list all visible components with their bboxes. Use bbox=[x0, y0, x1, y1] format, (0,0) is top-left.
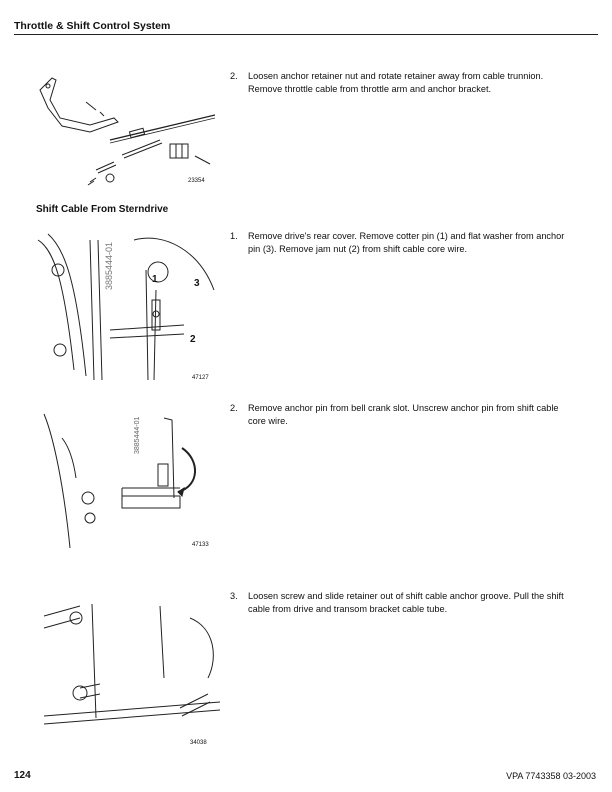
step-text: Loosen screw and slide retainer out of shift cable anchor groove. Pull the shift cable from drive and transom bracket cable tube. bbox=[248, 591, 564, 615]
instruction-step bbox=[230, 230, 570, 257]
header-title: Throttle & Shift Control System bbox=[14, 20, 171, 32]
section-heading: Shift Cable From Sterndrive bbox=[36, 204, 169, 215]
step-number: 1. bbox=[230, 231, 238, 241]
figure-anchor-pin-removal bbox=[40, 408, 210, 548]
part-number-label: 3885444-01 bbox=[134, 416, 141, 454]
instruction-step bbox=[230, 590, 570, 617]
document-reference: VPA 7743358 03-2003 bbox=[506, 771, 596, 781]
figure-throttle-cable-exploded bbox=[30, 70, 215, 195]
step-number: 3. bbox=[230, 591, 238, 601]
figure-shift-cable-cotter-pin bbox=[34, 230, 218, 390]
callout-2: 2 bbox=[190, 334, 196, 345]
figure-number: 47133 bbox=[192, 542, 209, 548]
figure-number: 34038 bbox=[190, 740, 207, 746]
part-number-label: 3885444-01 bbox=[104, 241, 114, 290]
callout-1: 1 bbox=[152, 274, 158, 285]
step-text: Remove drive's rear cover. Remove cotter pin (1) and flat washer from anchor pin (3). Remove jam nut (2) from shift cable core wire. bbox=[248, 231, 565, 255]
figure-number: 47127 bbox=[192, 375, 209, 381]
header-rule bbox=[14, 34, 598, 35]
instruction-step bbox=[230, 402, 570, 429]
figure-number: 23354 bbox=[188, 178, 205, 184]
figure-shift-cable-retainer bbox=[40, 598, 220, 748]
step-number: 2. bbox=[230, 403, 238, 413]
callout-3: 3 bbox=[194, 278, 200, 289]
instruction-step bbox=[230, 70, 570, 97]
step-text: Loosen anchor retainer nut and rotate retainer away from cable trunnion. Remove throttle cable from throttle arm and anchor bracket. bbox=[248, 71, 544, 95]
page-number: 124 bbox=[14, 770, 31, 781]
step-number: 2. bbox=[230, 71, 238, 81]
step-text: Remove anchor pin from bell crank slot. Unscrew anchor pin from shift cable core wire. bbox=[248, 403, 559, 427]
